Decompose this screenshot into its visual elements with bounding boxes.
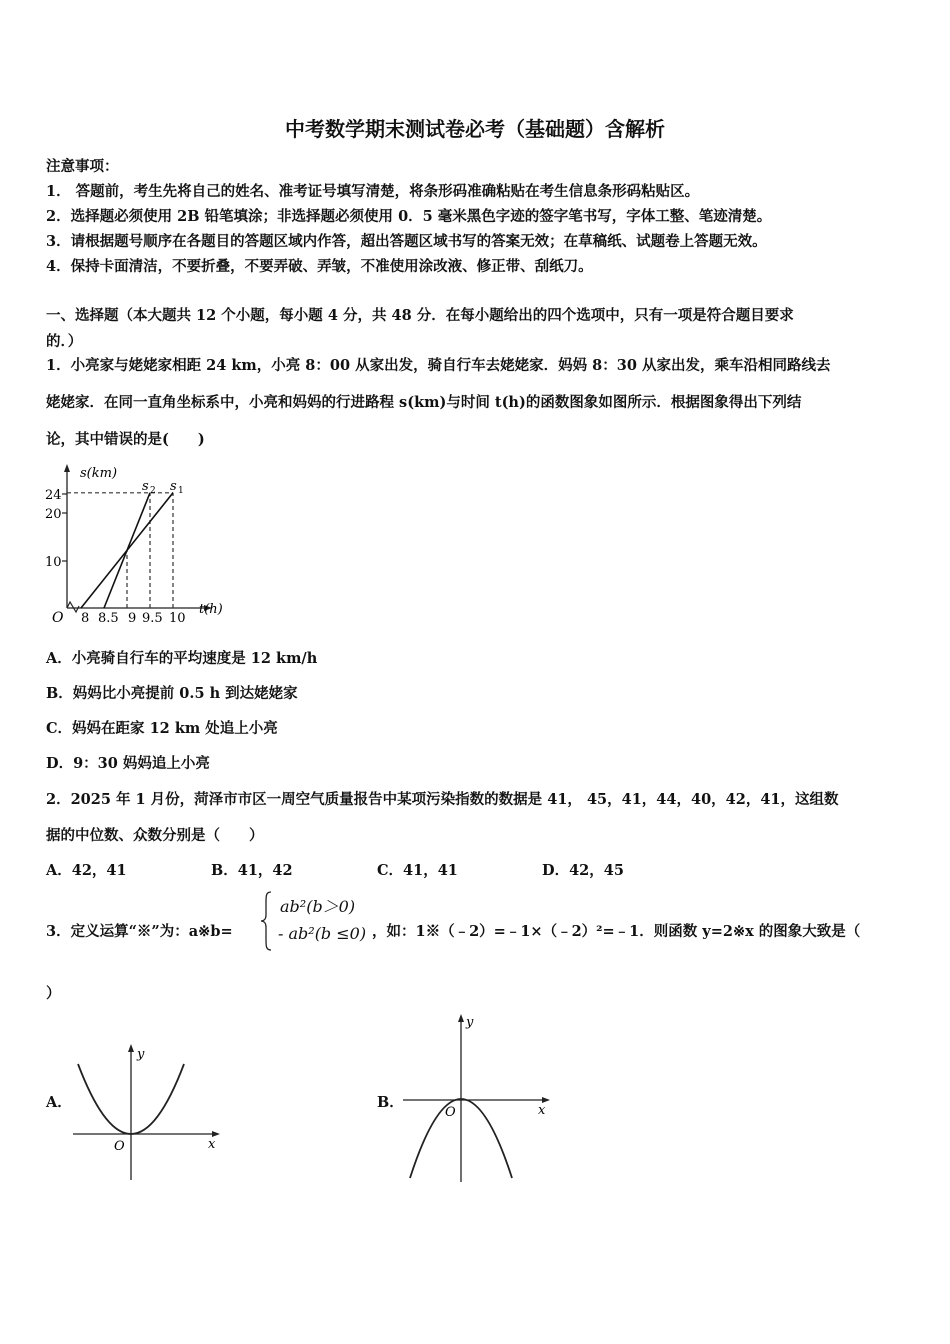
notice-item-3: 3．请根据题号顺序在各题目的答题区域内作答，超出答题区域书写的答案无效；在草稿纸、试题卷上答题无效。 bbox=[46, 233, 767, 250]
notice-heading: 注意事项： bbox=[46, 158, 119, 175]
q1-curve-label-s2: s bbox=[142, 479, 149, 494]
notice-item-1: 1． 答题前，考生先将自己的姓名、准考证号填写清楚，将条形码准确粘贴在考生信息条形码粘贴区。 bbox=[46, 183, 700, 200]
q3-option-a-label[interactable]: A． bbox=[46, 1094, 72, 1111]
notice-item-2: 2．选择题必须使用 2B 铅笔填涂；非选择题必须使用 0．5 毫米黑色字迹的签字笔书写，字体工整、笔迹清楚。 bbox=[46, 208, 772, 225]
q1-xtick-9: 9 bbox=[128, 611, 137, 626]
q1-line3: 论，其中错误的是( ) bbox=[46, 431, 205, 448]
qa-x-label: x bbox=[208, 1137, 216, 1152]
qb-x-label: x bbox=[538, 1103, 546, 1118]
q3-prefix: 3．定义运算“※”为：a※b= bbox=[46, 923, 233, 940]
q1-line1: 1．小亮家与姥姥家相距 24 km，小亮 8：00 从家出发，骑自行车去姥姥家．妈妈 8：30 从家出发，乘车沿相同路线去 bbox=[46, 357, 831, 374]
q3-line2: ） bbox=[46, 985, 61, 1002]
q1-curve-label-s2-sub: 2 bbox=[150, 486, 156, 496]
q1-y-axis-arrow bbox=[64, 464, 70, 472]
qa-origin: O bbox=[114, 1139, 125, 1154]
q3-case2: - ab²(b ≤0) bbox=[278, 924, 367, 943]
q2-option-b[interactable]: B．41，42 bbox=[211, 862, 293, 879]
q1-origin: O bbox=[52, 610, 64, 626]
q3-option-b-label[interactable]: B． bbox=[377, 1094, 404, 1111]
q3-suffix: ，如：1※（﹣2）=﹣1×（﹣2）²=﹣1．则函数 y=2※x 的图象大致是（ bbox=[372, 923, 861, 940]
q1-graph bbox=[40, 460, 250, 630]
q3-option-a-graph[interactable] bbox=[70, 1040, 230, 1185]
section-heading-line1: 一、选择题（本大题共 12 个小题，每小题 4 分，共 48 分．在每小题给出的四个选项中，只有一项是符合题目要求 bbox=[46, 307, 794, 324]
q1-y-label: s(km) bbox=[80, 466, 118, 481]
q1-axis-break bbox=[67, 602, 79, 612]
q1-ytick-20: 20 bbox=[45, 507, 62, 522]
section-heading-line2: 的．） bbox=[46, 333, 83, 350]
q2-option-c[interactable]: C．41，41 bbox=[377, 862, 458, 879]
q3-brace bbox=[260, 890, 274, 952]
q2-option-a[interactable]: A．42，41 bbox=[46, 862, 127, 879]
q2-line1: 2．2025 年 1 月份，菏泽市市区一周空气质量报告中某项污染指数的数据是 41， 45，41，44，40，42，41，这组数 bbox=[46, 791, 839, 808]
q1-option-c[interactable]: C．妈妈在距家 12 km 处追上小亮 bbox=[46, 720, 278, 737]
q1-line2: 姥姥家．在同一直角坐标系中，小亮和妈妈的行进路程 s(km)与时间 t(h)的函数图象如图所示．根据图象得出下列结 bbox=[46, 394, 802, 411]
q1-xtick-9-5: 9.5 bbox=[142, 611, 163, 626]
q1-xtick-8-5: 8.5 bbox=[98, 611, 119, 626]
q1-curve-label-s1: s bbox=[170, 479, 177, 494]
q1-option-b[interactable]: B．妈妈比小亮提前 0.5 h 到达姥姥家 bbox=[46, 685, 298, 702]
q1-xtick-10: 10 bbox=[169, 611, 186, 626]
q1-xtick-8: 8 bbox=[81, 611, 90, 626]
qa-y-label: y bbox=[137, 1047, 145, 1062]
q1-ytick-24: 24 bbox=[45, 488, 62, 503]
q3-option-b-graph[interactable] bbox=[400, 1010, 560, 1185]
q2-line2: 据的中位数、众数分别是（ ） bbox=[46, 827, 264, 844]
q3-case1: ab²(b＞0) bbox=[280, 897, 356, 916]
notice-item-4: 4．保持卡面清洁，不要折叠，不要弄破、弄皱，不准使用涂改液、修正带、刮纸刀。 bbox=[46, 258, 593, 275]
qb-origin: O bbox=[445, 1105, 456, 1120]
qa-y-axis-arrow bbox=[128, 1044, 134, 1052]
q1-ytick-10: 10 bbox=[45, 555, 62, 570]
q2-option-d[interactable]: D．42，45 bbox=[542, 862, 624, 879]
q1-curve-label-s1-sub: 1 bbox=[178, 486, 184, 496]
q1-x-label: t(h) bbox=[199, 602, 223, 617]
qb-y-label: y bbox=[466, 1015, 474, 1030]
q1-option-d[interactable]: D．9：30 妈妈追上小亮 bbox=[46, 755, 210, 772]
qb-y-axis-arrow bbox=[458, 1014, 464, 1022]
page-title: 中考数学期末测试卷必考（基础题）含解析 bbox=[285, 117, 665, 141]
q1-option-a[interactable]: A．小亮骑自行车的平均速度是 12 km/h bbox=[46, 650, 318, 667]
